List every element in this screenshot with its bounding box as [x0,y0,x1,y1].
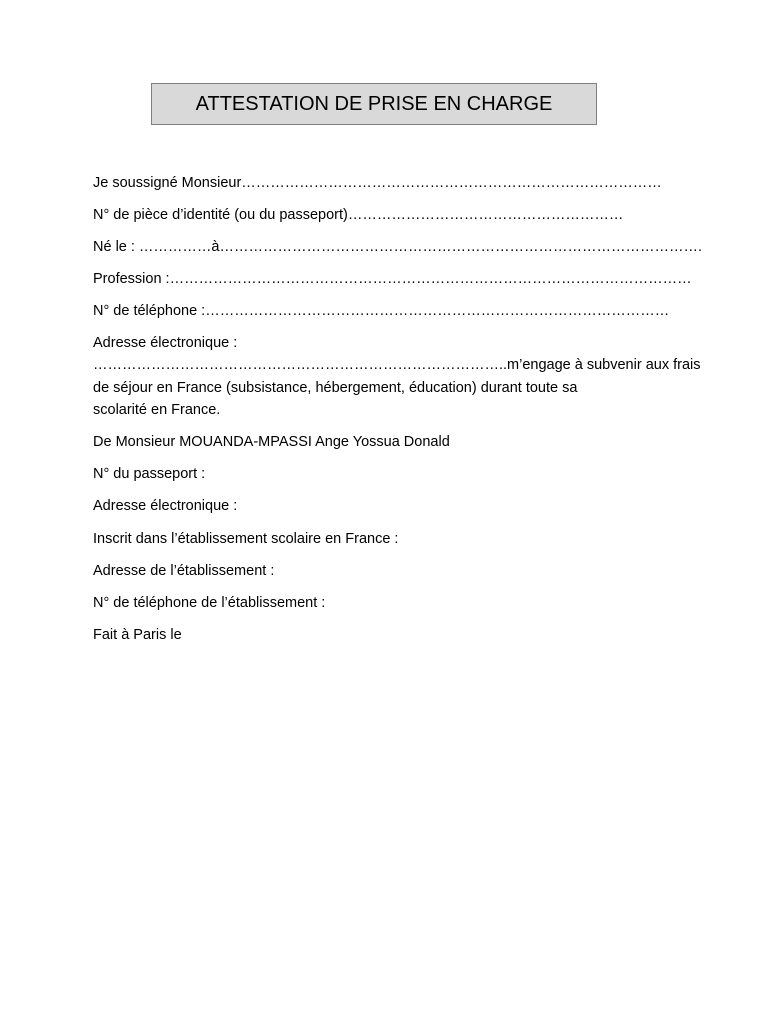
beneficiary-email-line: Adresse électronique : [93,498,238,514]
piece-identite-line: N° de pièce d’identité (ou du passeport)………………………………………………… [93,207,624,223]
profession-line: Profession :……………………………………………………………………………………………… [93,271,692,287]
engagement-line-3: scolarité en France. [93,402,221,418]
fait-a-line: Fait à Paris le [93,627,182,643]
engagement-paragraph [93,354,701,422]
ne-le-line: Né le : ……………à………………………………………………………………………………………. [93,239,703,255]
telephone-line: N° de téléphone :…………………………………………………………………………………… [93,303,670,319]
adresse-etablissement-line: Adresse de l’établissement : [93,563,275,579]
inscrit-line: Inscrit dans l’établissement scolaire en France : [93,531,399,547]
passeport-line: N° du passeport : [93,466,206,482]
title-box [151,83,597,125]
telephone-etablissement-line: N° de téléphone de l’établissement : [93,595,326,611]
engagement-line-1: …………………………………………………………………………..m’engage à subvenir aux frais [93,357,701,373]
adresse-electronique-line: Adresse électronique : [93,335,238,351]
engagement-line-2: de séjour en France (subsistance, hébergement, éducation) durant toute sa [93,379,578,396]
document-title: ATTESTATION DE PRISE EN CHARGE [195,92,553,115]
beneficiary-name-line: De Monsieur MOUANDA-MPASSI Ange Yossua Donald [93,434,450,450]
soussigne-line: Je soussigné Monsieur…………………………………………………………………………… [93,175,662,191]
